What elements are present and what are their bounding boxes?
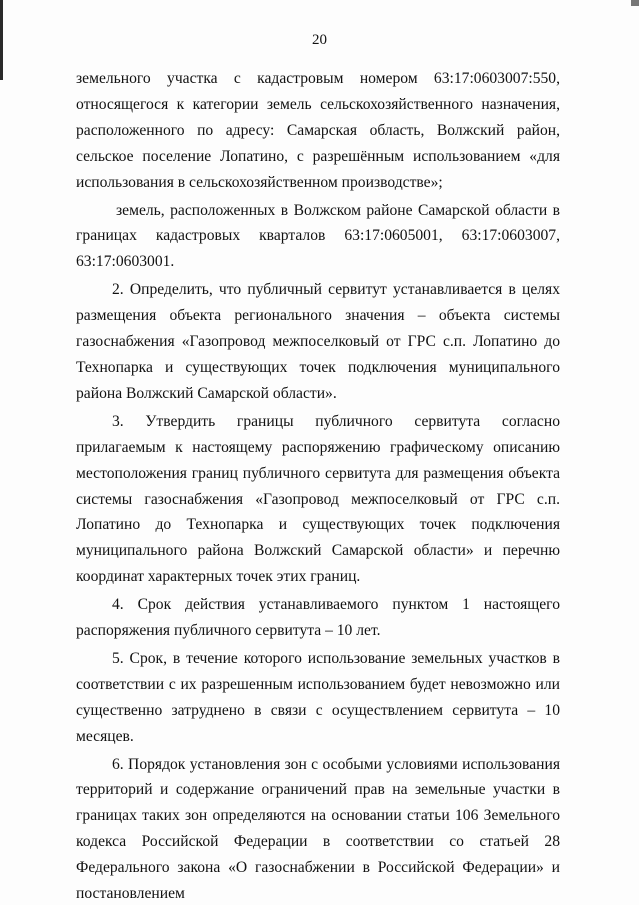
paragraph-item-3: 3. Утвердить границы публичного сервитута согласно прилагаемым к настоящему распоряжению графическому описанию местоположения границ публичного сервитута для размещения объекта системы газоснабжения «Газопровод межпоселковый от ГРС с.п. Лопатино до Технопарка и существующих точек подключения муниципального района Волжский Самарской области» и перечню координат характерных точек этих границ. bbox=[76, 412, 560, 586]
document-body bbox=[76, 66, 560, 907]
paragraph-lands-cadastral: земель, расположенных в Волжском районе Самарской области в границах кадастровых кварталов 63:17:0605001, 63:17:0603007, 63:17:0603001. bbox=[76, 201, 560, 271]
page-number: 20 bbox=[312, 32, 327, 48]
scan-corner-mark bbox=[631, 0, 639, 6]
paragraph-item-2: 2. Определить, что публичный сервитут устанавливается в целях размещения объекта регионального значения – объекта системы газоснабжения «Газопровод межпоселковый от ГРС с.п. Лопатино до Технопарка и существующих точек подключения муниципального района Волжский Самарской области». bbox=[76, 281, 560, 402]
paragraph-item-5: 5. Срок, в течение которого использование земельных участков в соответствии с их разрешенным использованием будет невозможно или существенно затруднено в связи с осуществлением сервитута – 10 месяцев. bbox=[76, 649, 560, 745]
paragraph-item-4: 4. Срок действия устанавливаемого пунктом 1 настоящего распоряжения публичного сервитута – 10 лет. bbox=[76, 596, 560, 640]
paragraph-land-plot: земельного участка с кадастровым номером 63:17:0603007:550, относящегося к категории земель сельскохозяйственного назначения, расположенного по адресу: Самарская область, Волжский район, сельское поселение Лопатино, с разрешённым использованием «для использования в сельскохозяйственном производстве»; bbox=[76, 70, 560, 191]
paragraph-item-6: 6. Порядок установления зон с особыми условиями использования территорий и содержание ограничений прав на земельные участки в границах таких зон определяются на основании статьи 106 Земельного кодекса Российской Федерации в соответствии со статьей 28 Федерального закона «О газоснабжении в Российской Федерации» и постановлением bbox=[76, 755, 560, 903]
